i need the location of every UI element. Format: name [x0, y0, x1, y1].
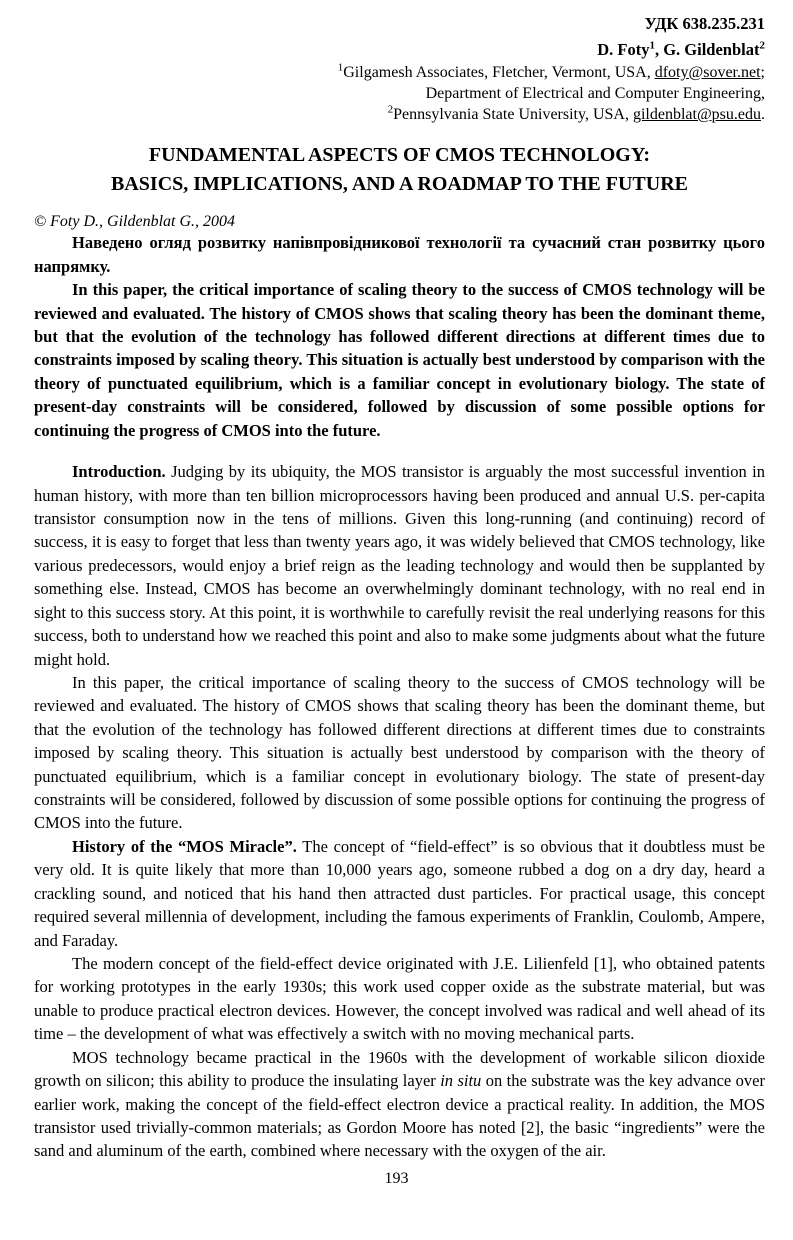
- paper-body: [34, 460, 765, 1163]
- affiliation-line-3: [34, 104, 765, 125]
- paper-title-line-2: BASICS, IMPLICATIONS, AND A ROADMAP TO THE FUTURE: [111, 173, 688, 196]
- section-heading-history: History of the “MOS Miracle”.: [72, 836, 297, 856]
- paragraph-4: The modern concept of the field-effect device originated with J.E. Lilienfeld [1], who obtained patents for working prototypes in the early 1930s; this work used copper oxide as the substrate material, but was unable to produce practical electron devices. However, the concept involved was radical and well ahead of its time – the development of what was effectively a switch with no moving mechanical parts.: [34, 953, 765, 1044]
- udc-code: УДК 638.235.231: [644, 14, 765, 33]
- authors-line: [34, 40, 765, 60]
- paragraph-introduction: [34, 460, 765, 671]
- affiliation-line-2: Department of Electrical and Computer Engineering,: [425, 85, 765, 103]
- affiliation-1-tail: ;: [760, 64, 765, 81]
- author-2-email: gildenblat@psu.edu: [632, 106, 761, 124]
- abstract-english: In this paper, the critical importance of scaling theory to the success of CMOS technology will be reviewed and evaluated. The history of CMOS shows that scaling theory has been the dominant theme, but that the evolution of the technology has followed different directions at different times due to constraints imposed by scaling theory. This situation is actually best understood by comparison with the theory of punctuated equilibrium, which is a familiar concept in evolutionary biology. The state of present-day constraints will be considered, followed by discussion of some possible options for continuing the progress of CMOS into the future.: [34, 280, 765, 440]
- author-1: D. Foty: [597, 40, 650, 59]
- paragraph-2: In this paper, the critical importance of scaling theory to the success of CMOS technology will be reviewed and evaluated. The history of CMOS shows that scaling theory has been the dominant theme, but that the evolution of the technology has followed different directions at different times due to constraints imposed by scaling theory. This situation is actually best understood by comparison with the theory of punctuated equilibrium, which is a familiar concept in evolutionary biology. The state of present-day constraints will be considered, followed by discussion of some possible options for continuing the progress of CMOS into the future.: [34, 672, 765, 833]
- page-number: 193: [384, 1170, 409, 1187]
- affiliation-1-text: Gilgamesh Associates, Fletcher, Vermont, USA,: [343, 64, 655, 81]
- paragraph-5-text-b: on the substrate was the key advance over earlier work, making the concept of the field-effect electron device a practical reality. In addition, the MOS transistor used trivially-common materials; as Gordon Moore has noted [2], the basic “ingredients” were the sand and aluminum of the earth, combined where necessary with the oxygen of the air.: [34, 1071, 765, 1161]
- paragraph-5-italic-phrase: in situ: [440, 1071, 482, 1091]
- paragraph-history: [34, 835, 765, 952]
- section-heading-introduction: Introduction.: [72, 462, 166, 482]
- paragraph-introduction-text: Judging by its ubiquity, the MOS transistor is arguably the most successful invention in human history, with more than ten billion microprocessors having been produced and annual U.S. per-capita transistor consumption now in the tens of millions. Given this long-running (and continuing) record of success, it is easy to forget that less than twenty years ago, it was widely believed that CMOS technology, like various predecessors, would enjoy a brief reign as the leading technology and would then be supplanted by something else. Instead, CMOS has become an overwhelmingly dominant technology, with no real end in sight to this success story. At this point, it is worthwhile to carefully revisit the real underlying reasons for this success, both to understand how we reached this point and also to make some judgments about what the future might hold.: [34, 462, 765, 669]
- copyright-line: © Foty D., Gildenblat G., 2004: [34, 213, 236, 231]
- affiliation-2-text: Pennsylvania State University, USA,: [393, 106, 633, 124]
- author-2: , G. Gildenblat: [654, 40, 760, 59]
- affiliation-2-mark: 2: [387, 103, 394, 116]
- affiliation-1-mark: 1: [337, 61, 344, 74]
- author-1-affiliation-mark: 1: [649, 39, 655, 52]
- paper-title-line-1: FUNDAMENTAL ASPECTS OF CMOS TECHNOLOGY:: [148, 144, 651, 167]
- paper-title: [34, 141, 765, 199]
- affiliation-line-1: [34, 62, 765, 83]
- affiliation-2-tail: .: [761, 106, 765, 124]
- paragraph-5: [34, 1046, 765, 1163]
- paragraph-5-text-a: MOS technology became practical in the 1960s with the development of workable silicon dioxide growth on silicon; this ability to produce the insulating layer: [34, 1047, 765, 1091]
- author-2-affiliation-mark: 2: [759, 39, 765, 52]
- abstract-ukrainian: Наведено огляд розвитку напівпровідникової технології та сучасний стан розвитку цього напрямку.: [34, 233, 765, 276]
- author-1-email: dfoty@sover.net: [654, 64, 761, 81]
- paragraph-history-text: The concept of “field-effect” is so obvious that it doubtless must be very old. It is quite likely that more than 10,000 years ago, someone rubbed a dog on a dry day, heard a crackling sound, and noticed that his hand then attracted dust particles. For practical usage, this concept required several millennia of development, including the famous experiments of Franklin, Coulomb, Ampere, and Faraday.: [34, 836, 765, 950]
- affiliation-block: [34, 62, 765, 125]
